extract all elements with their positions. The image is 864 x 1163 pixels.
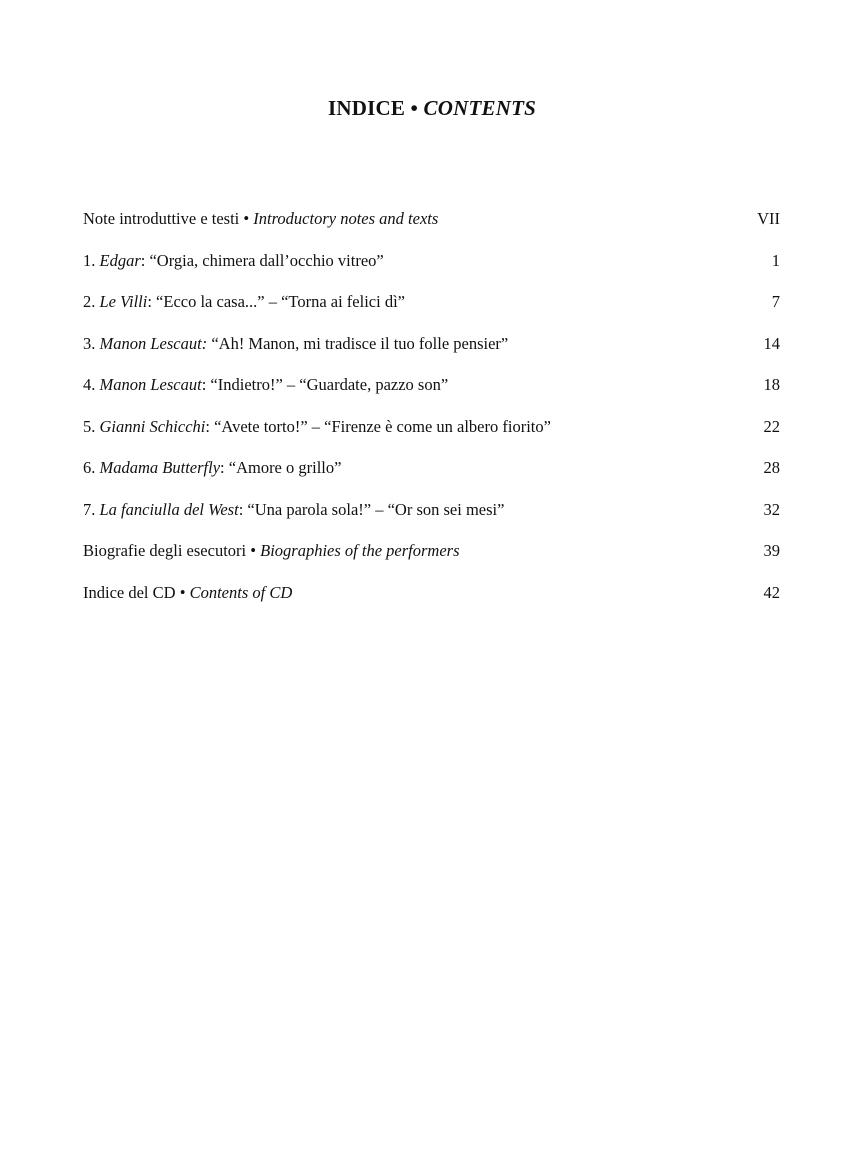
toc-entry-text: Indice del CD bbox=[83, 582, 176, 602]
toc-entry-label bbox=[83, 581, 292, 605]
title-separator: • bbox=[405, 96, 424, 120]
toc-entry-work-title: Madama Butterfly bbox=[99, 458, 221, 477]
toc-entry[interactable] bbox=[83, 498, 780, 540]
toc-entry-page-number: 18 bbox=[763, 375, 780, 394]
toc-entry-text: : “Una parola sola!” – “Or son sei mesi” bbox=[238, 499, 505, 519]
toc-entry[interactable] bbox=[83, 415, 780, 457]
toc-entry[interactable] bbox=[83, 249, 780, 291]
toc-entry-text: : “Avete torto!” – “Firenze è come un albero fiorito” bbox=[205, 416, 551, 436]
toc-entry-english-text: Introductory notes and texts bbox=[253, 209, 439, 228]
toc-entry-number: 6. bbox=[83, 458, 100, 477]
toc-entry-work-title: Gianni Schicchi bbox=[99, 416, 206, 436]
toc-entry-number: 3. bbox=[83, 333, 100, 353]
toc-entry-separator: • bbox=[175, 582, 190, 602]
toc-entry-page-number: 39 bbox=[763, 541, 780, 560]
toc-entry-english-text: Biographies of the performers bbox=[260, 541, 460, 560]
toc-entry-label bbox=[83, 290, 405, 314]
toc-entry[interactable] bbox=[83, 539, 780, 581]
toc-entry-page-number: VII bbox=[757, 209, 780, 228]
title-english: CONTENTS bbox=[423, 96, 536, 120]
toc-entry[interactable] bbox=[83, 581, 780, 623]
toc-entry-label bbox=[83, 332, 508, 356]
toc-entry[interactable] bbox=[83, 456, 780, 498]
toc-entry-text: Note introduttive e testi bbox=[83, 209, 240, 228]
toc-entry-text: : “Indietro!” – “Guardate, pazzo son” bbox=[201, 375, 449, 394]
toc-entry-text: Biografie degli esecutori bbox=[83, 541, 247, 560]
toc-entry-label bbox=[83, 498, 504, 522]
toc-entry-number: 2. bbox=[83, 292, 100, 311]
toc-entry-number: 5. bbox=[83, 416, 100, 436]
toc-entry-number: 4. bbox=[83, 375, 100, 394]
toc-entry-separator: • bbox=[246, 541, 261, 560]
toc-entry-work-title: La fanciulla del West bbox=[99, 499, 239, 519]
toc-entry-label bbox=[83, 249, 384, 273]
toc-entry-number: 1. bbox=[83, 250, 100, 270]
table-of-contents bbox=[83, 207, 780, 622]
toc-entry-page-number: 1 bbox=[771, 250, 780, 270]
toc-entry-page-number: 14 bbox=[763, 333, 780, 353]
title-italian: INDICE bbox=[328, 96, 406, 120]
toc-entry-work-title: Manon Lescaut: bbox=[99, 333, 208, 353]
toc-entry-work-title: Le Villi bbox=[99, 292, 148, 311]
toc-entry-text: : “Ecco la casa...” – “Torna ai felici dì” bbox=[147, 292, 405, 311]
toc-entry-label bbox=[83, 207, 438, 231]
toc-entry-page-number: 22 bbox=[763, 416, 780, 436]
toc-entry[interactable] bbox=[83, 332, 780, 374]
toc-entry-english-text: Contents of CD bbox=[189, 582, 293, 602]
toc-entry-label bbox=[83, 373, 448, 397]
toc-entry-page-number: 42 bbox=[763, 582, 780, 602]
toc-entry[interactable] bbox=[83, 373, 780, 415]
toc-entry-page-number: 7 bbox=[771, 292, 780, 311]
toc-entry-text: “Ah! Manon, mi tradisce il tuo folle pensier” bbox=[207, 333, 509, 353]
toc-entry-label bbox=[83, 456, 341, 480]
toc-entry-page-number: 32 bbox=[763, 499, 780, 519]
toc-entry-label bbox=[83, 539, 460, 563]
page-title bbox=[0, 96, 864, 121]
toc-entry-work-title: Manon Lescaut bbox=[99, 375, 202, 394]
toc-entry-text: : “Amore o grillo” bbox=[220, 458, 342, 477]
toc-entry-page-number: 28 bbox=[763, 458, 780, 477]
toc-entry[interactable] bbox=[83, 207, 780, 249]
toc-entry-text: : “Orgia, chimera dall’occhio vitreo” bbox=[140, 250, 384, 270]
toc-entry[interactable] bbox=[83, 290, 780, 332]
toc-entry-number: 7. bbox=[83, 499, 100, 519]
toc-entry-label bbox=[83, 415, 551, 439]
toc-entry-separator: • bbox=[239, 209, 254, 228]
toc-entry-work-title: Edgar bbox=[99, 250, 141, 270]
